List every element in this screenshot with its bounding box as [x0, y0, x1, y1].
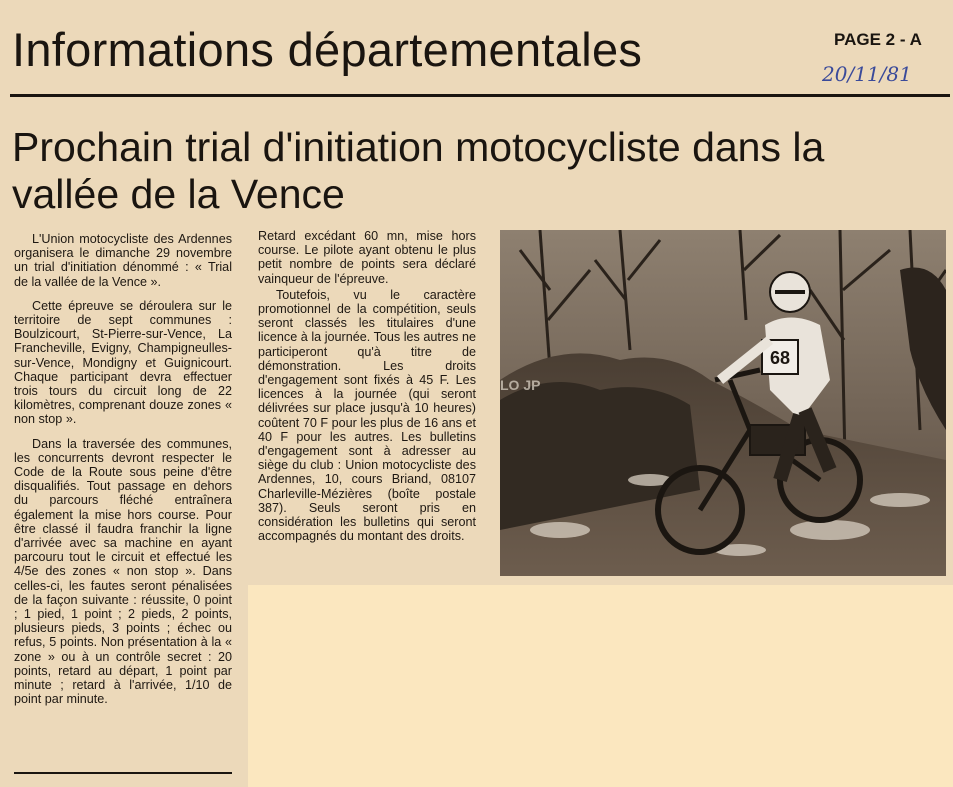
paragraph: Cette épreuve se déroulera sur le territoire de sept communes : Boulzicourt, St-Pierre-sur-Vence, La Francheville, Evigny, Champigneulles-sur-Vence, Mondigny et Guignicourt. Chaque participant devra effectuer trois tours du circuit long de 22 kilomètres, comprenant douze zones « non stop ».	[14, 298, 232, 427]
paragraph: Dans la traversée des communes, les concurrents devront respecter le Code de la Route sous peine d'être disqualifiés. Tout passage en dehors du parcours fléché entraînera également la mise hors course. Pour être classé il faudra franchir la ligne d'arrivée avec sa machine en ayant parcouru tout le circuit et effectué les 4/5e des zones « non stop ». Dans celles-ci, les fautes seront pénalisées de la façon suivante : réussite, 0 point ; 1 pied, 1 point ; 2 pieds, 2 points, plusieurs pieds, 3 points ; échec ou refus, 5 points. Non présentation à la « zone » ou à un contrôle secret : 20 points, retard au départ, 1 point par minute ; retard à l'arrivée, 1/10 de point par minute.	[14, 436, 232, 707]
column-end-rule	[14, 772, 232, 774]
article-column-2	[258, 229, 476, 545]
trial-rider-photo	[500, 230, 946, 576]
article-headline: Prochain trial d'initiation motocycliste dans la vallée de la Vence	[12, 124, 825, 217]
blank-area	[248, 585, 953, 787]
section-title: Informations départementales	[12, 23, 643, 76]
watermark: LO JP	[500, 377, 541, 393]
paragraph: L'Union motocycliste des Ardennes organisera le dimanche 29 novembre un trial d'initiation dénommé : « Trial de la vallée de la Vence ».	[14, 232, 232, 289]
handwritten-date: 20/11/81	[822, 62, 912, 86]
paragraph: Retard excédant 60 mn, mise hors course. Le pilote ayant obtenu le plus petit nombre de points sera déclaré vainqueur de l'épreuve.	[258, 229, 476, 286]
rider-number: 68	[769, 348, 791, 368]
header-rule	[10, 94, 950, 97]
article-column-1	[14, 232, 232, 717]
page-label: PAGE 2 - A	[834, 30, 922, 49]
paragraph: Toutefois, vu le caractère promotionnel de la compétition, seuls seront classés les titulaires d'une licence à la journée. Tous les autres ne participeront qu'à titre de démonstration. Les droits d'engagement sont fixés à 45 F. Les licences à la journée (qui seront délivrées sur place jusqu'à 10 heures) coûtent 70 F pour les plus de 16 ans et 40 F pour les autres. Les bulletins d'engagement sont à adresser au siège du club : Union motocycliste des Ardennes, 10, cours Briand, 08107 Charleville-Mézières (boîte postale 387). Seuls seront pris en considération les bulletins qui seront accompagnés du montant des droits.	[258, 287, 476, 544]
